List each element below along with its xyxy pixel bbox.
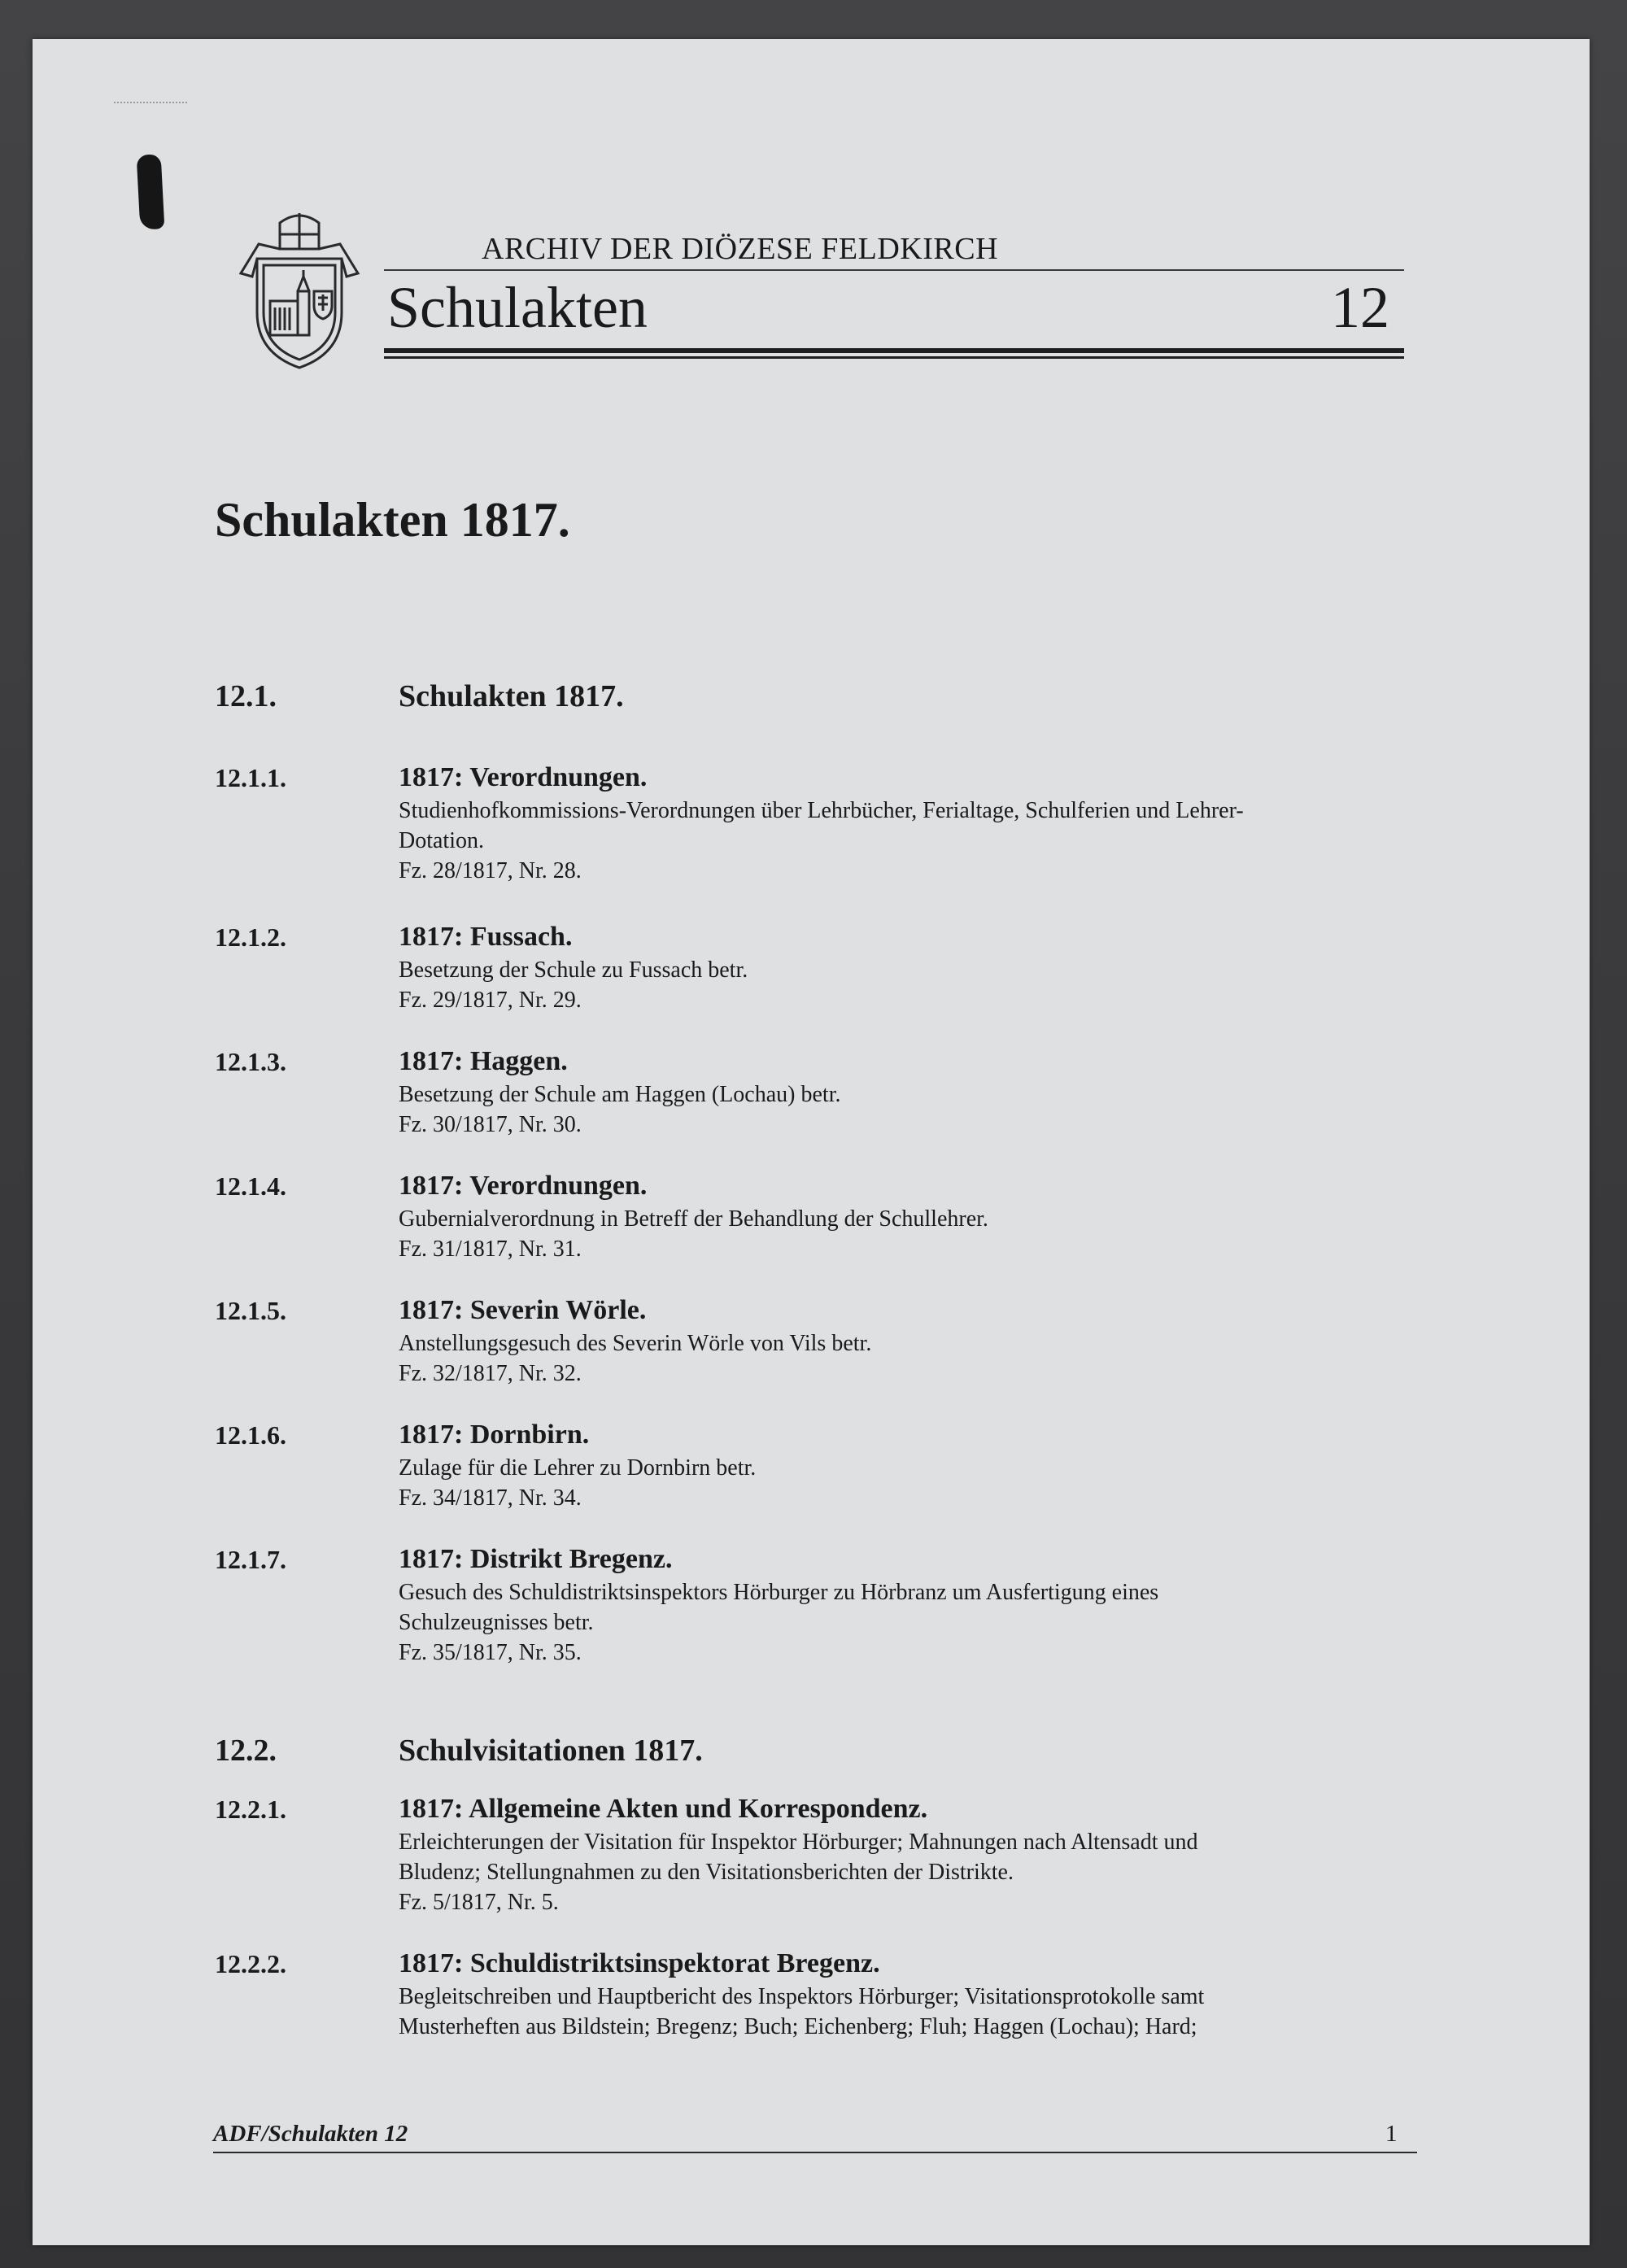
section-number: 12.1. xyxy=(215,679,277,713)
entry-body xyxy=(399,1044,1386,1140)
page-heading: Schulakten 1817. xyxy=(215,493,570,547)
entry-description-line: Studienhofkommissions-Verordnungen über Lehrbücher, Ferialtage, Schulferien und Lehrer- xyxy=(399,798,1244,823)
entry-body xyxy=(399,1791,1386,1917)
section-title: Schulvisitationen 1817. xyxy=(399,1734,703,1768)
entry-reference: Fz. 32/1817, Nr. 32. xyxy=(399,1361,582,1386)
entry-reference: Fz. 30/1817, Nr. 30. xyxy=(399,1112,582,1137)
diocese-crest-icon xyxy=(234,207,364,373)
list-item xyxy=(215,919,1386,1015)
section-number: 12.2. xyxy=(215,1734,277,1768)
list-item xyxy=(215,760,1386,886)
entry-body xyxy=(399,919,1386,1015)
section xyxy=(215,1726,1386,2042)
section xyxy=(215,672,1386,1668)
inventory-list xyxy=(215,672,1386,2042)
archive-name: ARCHIV DER DIÖZESE FELDKIRCH xyxy=(482,232,999,266)
entry-reference: Fz. 31/1817, Nr. 31. xyxy=(399,1236,582,1262)
list-item xyxy=(215,1791,1386,1917)
entry-number: 12.1.5. xyxy=(215,1296,286,1325)
footer-document-label: ADF/Schulakten 12 xyxy=(213,2121,408,2147)
entry-title: 1817: Fussach. xyxy=(399,922,573,952)
entry-description-line: Besetzung der Schule zu Fussach betr. xyxy=(399,957,748,983)
entry-description-line: Erleichterungen der Visitation für Inspektor Hörburger; Mahnungen nach Altensadt und xyxy=(399,1830,1198,1855)
list-item xyxy=(215,1542,1386,1668)
entry-body xyxy=(399,1417,1386,1513)
entry-body xyxy=(399,1946,1386,2042)
entry-description-line: Musterheften aus Bildstein; Bregenz; Buch; Eichenberg; Fluh; Haggen (Lochau); Hard; xyxy=(399,2014,1197,2039)
entry-reference: Fz. 35/1817, Nr. 35. xyxy=(399,1640,582,1665)
entry-reference: Fz. 28/1817, Nr. 28. xyxy=(399,858,582,883)
header-rule-bottom-second xyxy=(384,356,1404,359)
entry-description-line: Gesuch des Schuldistriktsinspektors Hörburger zu Hörbranz um Ausfertigung eines xyxy=(399,1580,1159,1605)
entry-reference: Fz. 34/1817, Nr. 34. xyxy=(399,1485,582,1511)
entry-title: 1817: Verordnungen. xyxy=(399,762,648,792)
entry-title: 1817: Allgemeine Akten und Korrespondenz. xyxy=(399,1794,928,1824)
entry-description-line: Bludenz; Stellungnahmen zu den Visitationsberichten der Distrikte. xyxy=(399,1860,1014,1885)
document-series-number: 12 xyxy=(1331,275,1389,340)
binding-clip-mark xyxy=(137,154,165,229)
entry-title: 1817: Haggen. xyxy=(399,1046,568,1076)
entry-title: 1817: Distrikt Bregenz. xyxy=(399,1544,673,1574)
entry-number: 12.1.4. xyxy=(215,1171,286,1201)
entry-body xyxy=(399,1168,1386,1264)
section-heading xyxy=(215,1726,1386,1775)
footer-page-number: 1 xyxy=(1385,2121,1398,2147)
header-rule-top xyxy=(384,269,1404,271)
section-heading xyxy=(215,672,1386,721)
list-item xyxy=(215,1044,1386,1140)
entry-number: 12.2.2. xyxy=(215,1949,286,1978)
list-item xyxy=(215,1417,1386,1513)
entry-description-line: Gubernialverordnung in Betreff der Behandlung der Schullehrer. xyxy=(399,1206,988,1232)
paper-scuff xyxy=(114,102,187,110)
entry-body xyxy=(399,1542,1386,1668)
entry-number: 12.1.3. xyxy=(215,1047,286,1076)
entry-description-line: Dotation. xyxy=(399,828,484,853)
entry-body xyxy=(399,1293,1386,1389)
entry-number: 12.1.6. xyxy=(215,1420,286,1450)
entry-number: 12.1.2. xyxy=(215,922,286,952)
entry-title: 1817: Severin Wörle. xyxy=(399,1295,647,1325)
entry-title: 1817: Verordnungen. xyxy=(399,1171,648,1201)
entry-description-line: Schulzeugnisses betr. xyxy=(399,1610,594,1635)
list-item xyxy=(215,1946,1386,2042)
entry-reference: Fz. 5/1817, Nr. 5. xyxy=(399,1890,559,1915)
entry-description-line: Zulage für die Lehrer zu Dornbirn betr. xyxy=(399,1455,757,1481)
entry-description-line: Besetzung der Schule am Haggen (Lochau) betr. xyxy=(399,1082,841,1107)
entry-number: 12.2.1. xyxy=(215,1795,286,1824)
entry-title: 1817: Schuldistriktsinspektorat Bregenz. xyxy=(399,1948,880,1978)
footer-rule xyxy=(213,2152,1417,2153)
entry-reference: Fz. 29/1817, Nr. 29. xyxy=(399,988,582,1013)
section-title: Schulakten 1817. xyxy=(399,679,624,713)
entry-title: 1817: Dornbirn. xyxy=(399,1420,590,1450)
entry-description-line: Begleitschreiben und Hauptbericht des Inspektors Hörburger; Visitationsprotokolle samt xyxy=(399,1984,1205,2009)
entry-number: 12.1.1. xyxy=(215,763,286,792)
list-item xyxy=(215,1293,1386,1389)
entry-description-line: Anstellungsgesuch des Severin Wörle von Vils betr. xyxy=(399,1331,872,1356)
list-item xyxy=(215,1168,1386,1264)
document-series-title: Schulakten xyxy=(387,275,648,340)
header-rule-bottom xyxy=(384,348,1404,353)
entry-body xyxy=(399,760,1386,886)
entry-number: 12.1.7. xyxy=(215,1545,286,1574)
